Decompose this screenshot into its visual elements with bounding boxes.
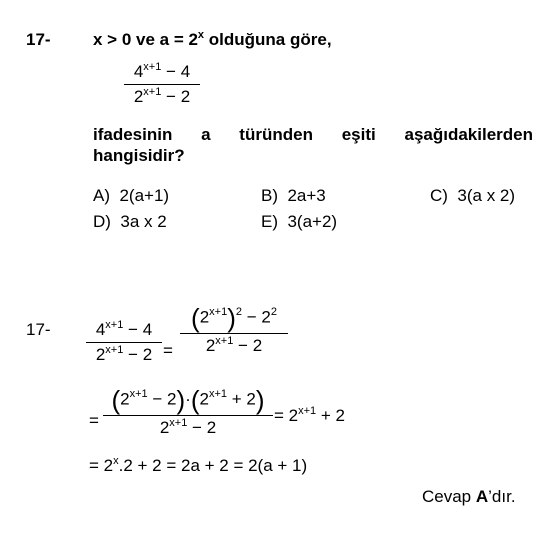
solution-line2-rhs: = $2^{x+1} + 2$ [274, 405, 345, 425]
solution-number: 17- [26, 320, 51, 339]
prompt-line-1: ifadesinin a türünden eşiti aşağıdakilerden [93, 125, 533, 144]
option-e[interactable]: E) 3(a+2) [261, 212, 338, 231]
question-expression [124, 62, 200, 107]
solution-rhs-fraction: $(2^{x+1})^2 - 2^2$ $2^{x+1} - 2$ [180, 305, 288, 356]
option-a[interactable]: A) 2(a+1) [93, 186, 170, 205]
expr-denominator: $2^{x+1} - 2$ [133, 86, 191, 106]
stem-prefix: x > 0 ve a = 2 [93, 30, 198, 49]
solution-lhs-fraction: $4^{x+1} - 4$ $2^{x+1} - 2$ [86, 320, 162, 365]
equals-sign-2: = [89, 411, 99, 430]
question-stem [93, 30, 332, 50]
equals-sign: = [163, 341, 173, 360]
question-number: 17- [26, 30, 51, 49]
option-c[interactable]: C) 3(a x 2) [430, 186, 516, 205]
option-b[interactable]: B) 2a+3 [261, 186, 326, 205]
stem-sup: x [197, 29, 205, 41]
solution-factored-fraction: $(2^{x+1} - 2)\cdot(2^{x+1} + 2)$ $2^{x+1} - 2$ [103, 387, 273, 438]
stem-suffix: olduğuna göre, [204, 30, 332, 49]
solution-line3: = $2^x.2 + 2 = 2a + 2 = 2(a + 1)$ [89, 455, 308, 475]
expr-numerator: $4^{x+1} - 4$ [133, 61, 191, 81]
fraction-bar [124, 84, 200, 85]
answer-letter: A [475, 487, 489, 506]
option-d[interactable]: D) 3a x 2 [93, 212, 167, 231]
prompt-line-2: hangisidir? [93, 146, 185, 165]
answer-text: Cevap A’dır. [422, 487, 516, 506]
